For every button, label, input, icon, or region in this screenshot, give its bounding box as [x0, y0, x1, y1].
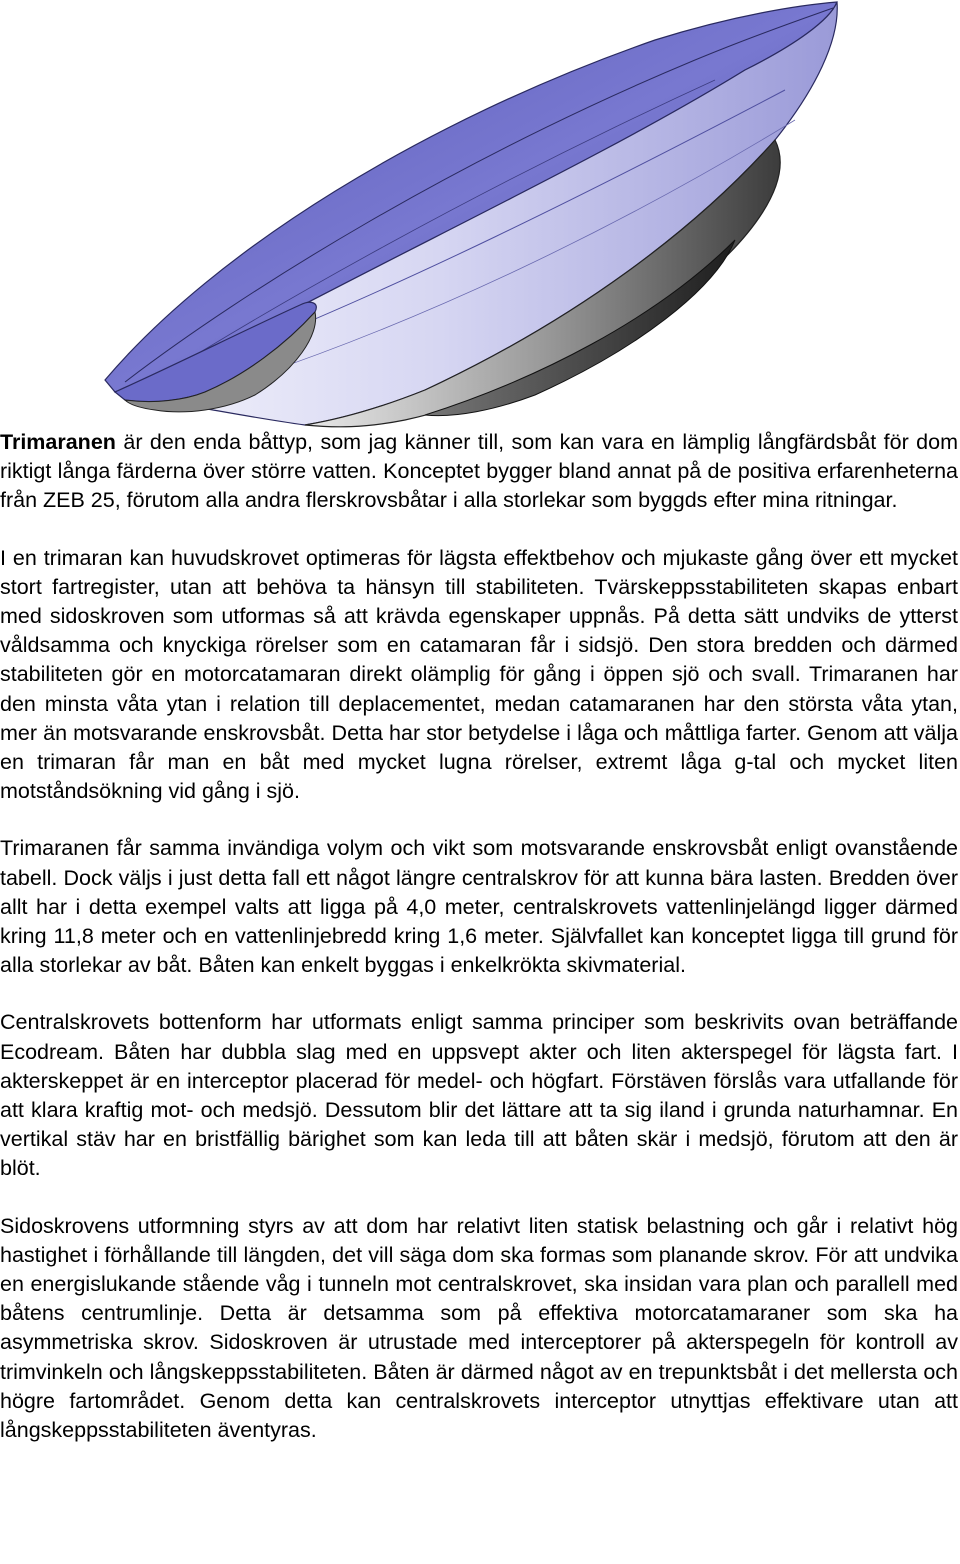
paragraph-hull-optimization: I en trimaran kan huvudskrovet optimeras för lägsta effektbehov och mjukaste gång över ett mycket stort fartregister, utan att behöva ta hänsyn till stabiliteten. Tvärskeppsstabiliteten skapas enbart med sidoskroven som utformas så att krävda egenskaper uppnås. På detta sätt undviks de ytterst våldsamma och knyckiga rörelser som en catamaran får i sidsjö. Den stora bredden och därmed stabiliteten gör en motorcatamaran direkt olämplig för gång i öppen sjö och svall. Trimaranen har den minsta våta ytan i relation till deplacementet, medan catamaranen har den största våta ytan, mer än motsvarande enskrovsbåt. Detta har stor betydelse i låga och måttliga farter. Genom att välja en trimaran får man en båt med mycket lugna rörelser, extremt låga g-tal och mycket liten motståndsökning vid gång i sjö. [0, 545, 958, 804]
trimaran-hull-illustration [95, 0, 845, 428]
paragraph-side-hulls: Sidoskrovens utformning styrs av att dom har relativt liten statisk belastning och går i relativt hög hastighet i förhållande till längden, det vill säga dom ska formas som planande skrov. För att undvika en energislukande stående våg i tunneln mot centralskrovet, ska insidan vara plan och parallell med båtens centrumlinje. Detta är detsamma som på effektiva motorcatamaraner som ska ha asymmetriska skrov. Sidoskroven är utrustade med interceptorer på akterspegeln för kontroll av trimvinkeln och långskeppsstabiliteten. Båten är därmed något av en trepunktsbåt i det mellersta och högre fartområdet. Genom detta kan centralskrovets interceptor utnyttjas effektivare utan att långskeppsstabiliteten äventyras. [0, 1213, 958, 1443]
paragraph-volume-dimensions: Trimaranen får samma invändiga volym och vikt som motsvarande enskrovsbåt enligt ovanstående tabell. Dock väljs i just detta fall ett något längre centralskrov för att kunna bära lasten. Bredden över allt har i detta exempel valts att ligga på 4,0 meter, centralskrovets vattenlinjelängd ligger därmed kring 11,8 meter och en vattenlinjebredd kring 1,6 meter. Självfallet kan konceptet ligga till grund för alla storlekar av båt. Båten kan enkelt byggas i enkelkrökta skivmaterial. [0, 836, 958, 978]
paragraph-text: är den enda båttyp, som jag känner till, som kan vara en lämplig långfärdsbåt för dom riktigt långa färderna över större vatten. Konceptet bygger bland annat på de positiva erfarenheterna från ZEB 25, förutom alla andra flerskrovsbåtar i alla storlekar som byggds efter mina ritningar. [0, 430, 958, 513]
article-body [0, 428, 958, 1445]
paragraph-lead-term: Trimaranen [0, 430, 116, 454]
paragraph-intro [0, 428, 958, 516]
paragraph-central-hull: Centralskrovets bottenform har utformats enligt samma principer som beskrivits ovan beträffande Ecodream. Båten har dubbla slag med en uppsvept akter och liten akterspegel för lägsta fart. I akterskeppet är en interceptor placerad för medel- och högfart. Förstäven förslås vara utfallande för att klara kraftig mot- och medsjö. Dessutom blir det lättare att ta sig iland i grunda naturhamnar. En vertikal stäv har en bristfällig bärighet som kan leda till att båten skär i medsjö, förutom att den är blöt. [0, 1010, 958, 1181]
